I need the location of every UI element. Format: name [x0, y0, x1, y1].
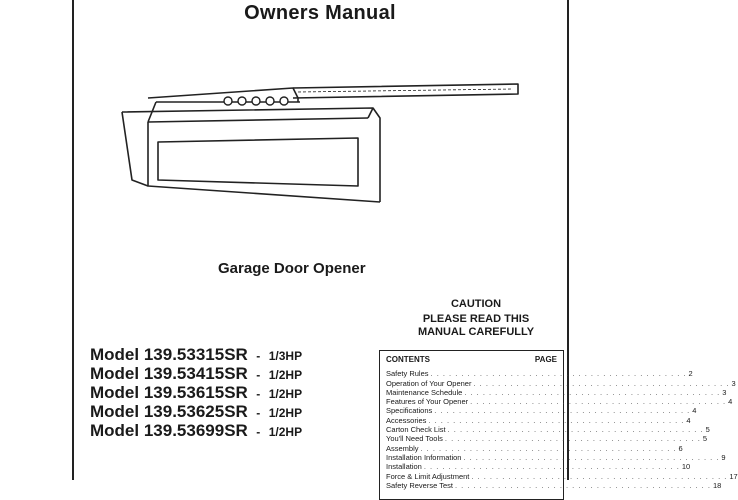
- model-row: [90, 402, 302, 421]
- toc-leader: . . . . . . . . . . . . . . . . . . . . . . . . . . . . . . . . . . . . . . . . . .: [420, 443, 677, 453]
- toc-page: 18: [712, 480, 722, 490]
- model-name: Model 139.53615SR: [90, 383, 248, 402]
- model-sep: -: [256, 406, 261, 420]
- model-hp: 1/2HP: [268, 406, 303, 420]
- toc-entry: [386, 443, 683, 453]
- toc-page: 4: [692, 406, 697, 416]
- toc-page: 3: [722, 387, 727, 397]
- toc-leader: . . . . . . . . . . . . . . . . . . . . . . . . . . . . . . . . . . . . . . . . . .: [428, 415, 685, 425]
- caution-notice: [386, 298, 566, 339]
- toc-leader: . . . . . . . . . . . . . . . . . . . . . . . . . . . . . . . . . . . . . . . . . .: [430, 369, 687, 379]
- toc-leader: . . . . . . . . . . . . . . . . . . . . . . . . . . . . . . . . . . . . . . . . . .: [447, 425, 704, 435]
- caution-line-1: PLEASE READ THIS: [422, 313, 530, 325]
- toc-title: Assembly: [386, 443, 419, 453]
- caution-line-2: MANUAL CAREFULLY: [417, 326, 535, 338]
- toc-page: 17: [729, 471, 738, 481]
- toc-leader: . . . . . . . . . . . . . . . . . . . . . . . . . . . . . . . . . . . . . . . . . .: [454, 480, 711, 490]
- caution-title: CAUTION: [450, 298, 502, 310]
- toc-header: [386, 355, 557, 364]
- toc-leader: . . . . . . . . . . . . . . . . . . . . . . . . . . . . . . . . . . . . . . . . . .: [471, 471, 728, 481]
- model-row: [90, 383, 302, 402]
- toc-leader: . . . . . . . . . . . . . . . . . . . . . . . . . . . . . . . . . . . . . . . . . .: [434, 406, 691, 416]
- toc-title: Features of Your Opener: [386, 397, 469, 407]
- toc-page: 6: [678, 443, 683, 453]
- model-row: [90, 364, 302, 383]
- toc-page: 10: [681, 462, 691, 472]
- toc-entry: [386, 415, 691, 425]
- toc-leader: . . . . . . . . . . . . . . . . . . . . . . . . . . . . . . . . . . . . . . . . . .: [470, 397, 727, 407]
- toc-entry: [386, 406, 697, 416]
- toc-title: Safety Rules: [386, 369, 429, 379]
- table-of-contents: [379, 350, 738, 500]
- toc-title: Force & Limit Adjustment: [386, 471, 470, 481]
- toc-entry: [386, 434, 708, 444]
- toc-entry: [386, 480, 722, 490]
- model-name: Model 139.53625SR: [90, 402, 248, 421]
- toc-page-heading: PAGE: [534, 355, 557, 364]
- toc-entry: [386, 452, 726, 462]
- toc-leader: . . . . . . . . . . . . . . . . . . . . . . . . . . . . . . . . . . . . . . . . . .: [444, 434, 701, 444]
- toc-page: 4: [686, 415, 691, 425]
- toc-title: Safety Reverse Test: [386, 480, 453, 490]
- toc-entry: [386, 369, 693, 379]
- model-hp: 1/2HP: [268, 368, 303, 382]
- toc-leader: . . . . . . . . . . . . . . . . . . . . . . . . . . . . . . . . . . . . . . . . . .: [464, 387, 721, 397]
- toc-page: 5: [702, 434, 708, 444]
- toc-page: 9: [721, 452, 726, 462]
- toc-entry: [386, 378, 736, 388]
- model-sep: -: [256, 368, 261, 382]
- model-name: Model 139.53699SR: [90, 421, 248, 440]
- toc-title: You'll Need Tools: [386, 434, 443, 444]
- toc-page: 3: [731, 378, 736, 388]
- toc-leader: . . . . . . . . . . . . . . . . . . . . . . . . . . . . . . . . . . . . . . . . . .: [473, 378, 730, 388]
- model-hp: 1/2HP: [268, 425, 303, 439]
- model-row: [90, 421, 302, 440]
- model-name: Model 139.53415SR: [90, 364, 248, 383]
- model-sep: -: [256, 387, 261, 401]
- toc-page: 5: [705, 425, 710, 435]
- toc-page: 4: [728, 397, 733, 407]
- toc-title: Specifications: [386, 406, 433, 416]
- toc-leader: . . . . . . . . . . . . . . . . . . . . . . . . . . . . . . . . . . . . . . . . . .: [423, 462, 680, 472]
- model-hp: 1/2HP: [268, 387, 303, 401]
- toc-leader: . . . . . . . . . . . . . . . . . . . . . . . . . . . . . . . . . . . . . . . . . .: [463, 452, 720, 462]
- toc-title: Accessories: [386, 415, 427, 425]
- toc-title: Operation of Your Opener: [386, 378, 472, 388]
- model-sep: -: [256, 425, 261, 439]
- document-subtitle: Garage Door Opener: [218, 260, 366, 277]
- model-list: [90, 345, 302, 440]
- page-title: Owners Manual: [244, 2, 396, 24]
- toc-title: Installation Information: [386, 452, 462, 462]
- model-hp: 1/3HP: [268, 349, 303, 363]
- toc-heading: CONTENTS: [386, 355, 430, 364]
- garage-door-opener-illustration: [118, 80, 528, 210]
- model-name: Model 139.53315SR: [90, 345, 248, 364]
- model-sep: -: [256, 349, 261, 363]
- toc-title: Installation: [386, 462, 422, 472]
- toc-entry: [386, 425, 710, 435]
- toc-entry: [386, 387, 727, 397]
- model-row: [90, 345, 302, 364]
- toc-entry: [386, 471, 738, 481]
- toc-title: Carton Check List: [386, 425, 446, 435]
- toc-entry: [386, 462, 691, 472]
- toc-entry: [386, 397, 733, 407]
- toc-page: 2: [688, 369, 693, 379]
- toc-title: Maintenance Schedule: [386, 387, 463, 397]
